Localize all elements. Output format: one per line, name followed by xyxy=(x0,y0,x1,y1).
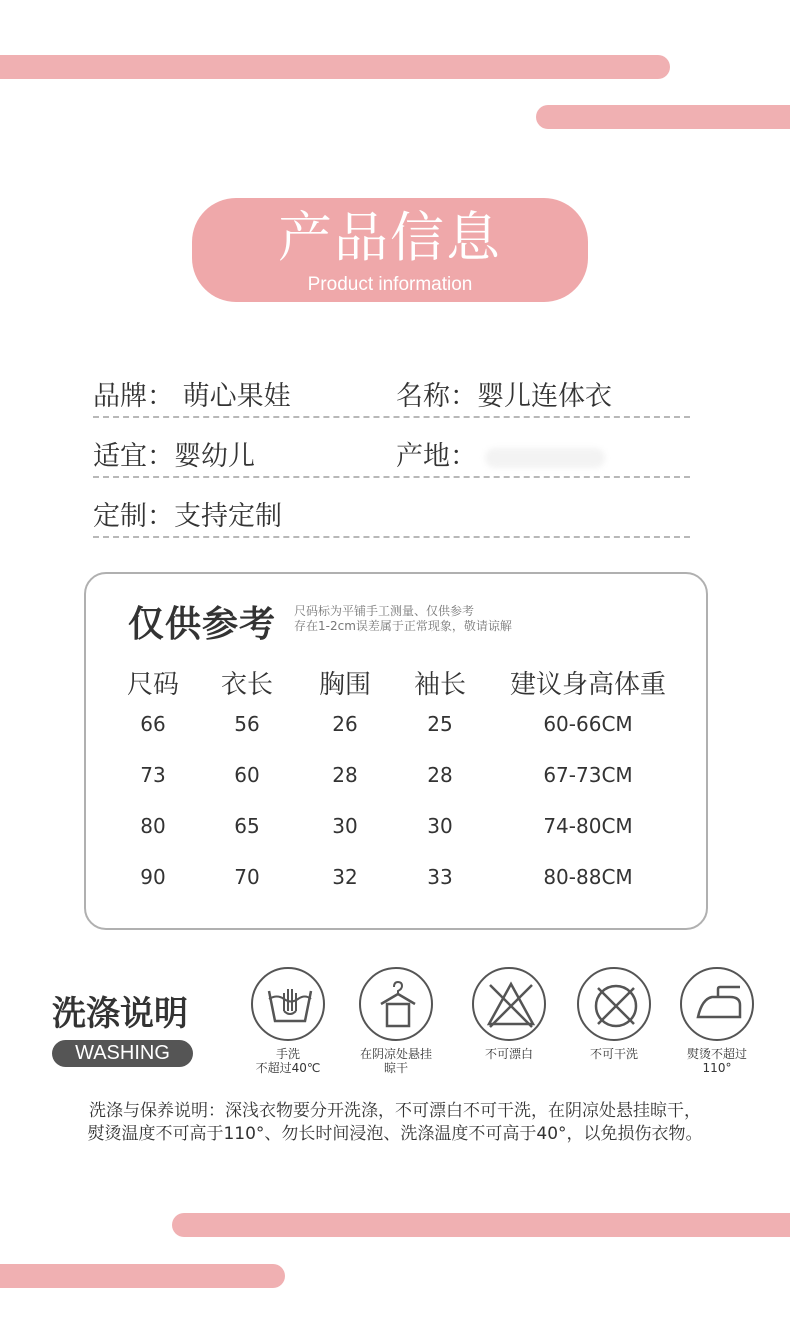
no-bleach-icon xyxy=(472,967,546,1041)
care-description xyxy=(30,1100,760,1146)
cell-size: 66 xyxy=(140,712,166,736)
no-bleach-label: 不可漂白 xyxy=(484,1047,533,1061)
table-row xyxy=(86,814,706,865)
cell-sleeve: 25 xyxy=(427,712,453,736)
care-item-no-bleach xyxy=(454,967,564,1061)
header-sleeve: 袖长 xyxy=(413,670,466,700)
cell-length: 70 xyxy=(234,865,260,889)
custom-field: 定制：支持定制 xyxy=(93,501,282,532)
blurred-origin-value xyxy=(485,448,605,468)
cell-height: 60-66CM xyxy=(543,712,633,736)
decor-stripe-top-left xyxy=(0,55,670,79)
origin-label: 产地： xyxy=(396,441,477,472)
care-desc-line1: 洗涤与保养说明：深浅衣物要分开洗涤，不可漂白不可干洗，在阴凉处悬挂晾干， xyxy=(89,1101,701,1121)
cell-length: 60 xyxy=(234,763,260,787)
hang-dry-icon xyxy=(359,967,433,1041)
care-item-iron xyxy=(662,967,772,1075)
brand-field: 品牌： 萌心果娃 xyxy=(93,381,291,412)
cell-size: 90 xyxy=(140,865,166,889)
size-chart-title: 仅供参考 xyxy=(128,604,277,645)
info-row-suitable-origin xyxy=(93,420,690,478)
header-size: 尺码 xyxy=(126,670,179,700)
size-note-line2: 存在1-2cm误差属于正常现象，敬请谅解 xyxy=(294,619,512,633)
suitable-field: 适宜：婴幼儿 xyxy=(93,441,255,472)
hand-wash-icon xyxy=(251,967,325,1041)
name-field: 名称：婴儿连体衣 xyxy=(396,381,612,412)
cell-sleeve: 30 xyxy=(427,814,453,838)
product-info-banner xyxy=(192,198,588,302)
hand-wash-label-1: 手洗 xyxy=(275,1047,300,1061)
iron-label-2: 110° xyxy=(702,1061,732,1075)
hang-dry-label-1: 在阴凉处悬挂 xyxy=(359,1047,432,1061)
cell-chest: 30 xyxy=(332,814,358,838)
size-table xyxy=(86,664,706,916)
decor-stripe-bottom-left xyxy=(0,1264,285,1288)
washing-title: 洗涤说明 xyxy=(52,994,188,1034)
care-item-hang-dry xyxy=(341,967,451,1075)
size-table-header xyxy=(86,664,706,712)
iron-label-1: 熨烫不超过 xyxy=(686,1047,747,1061)
size-note-line1: 尺码标为平铺手工测量、仅供参考 xyxy=(294,604,475,618)
cell-length: 56 xyxy=(234,712,260,736)
table-row xyxy=(86,712,706,763)
banner-title-en: Product information xyxy=(307,274,473,295)
cell-height: 67-73CM xyxy=(543,763,633,787)
care-desc-line2: 熨烫温度不可高于110°、勿长时间浸泡、洗涤温度不可高于40°，以免损伤衣物。 xyxy=(87,1124,703,1144)
cell-size: 73 xyxy=(140,763,166,787)
cell-sleeve: 33 xyxy=(427,865,453,889)
size-chart-box xyxy=(84,572,708,930)
table-row xyxy=(86,763,706,814)
header-chest: 胸围 xyxy=(318,670,371,700)
info-row-brand-name xyxy=(93,360,690,418)
header-length: 衣长 xyxy=(220,670,273,700)
origin-field xyxy=(396,434,605,473)
cell-size: 80 xyxy=(140,814,166,838)
decor-stripe-top-right xyxy=(536,105,790,129)
info-row-custom xyxy=(93,480,690,538)
hand-wash-label-2: 不超过40℃ xyxy=(255,1061,321,1075)
header-height: 建议身高体重 xyxy=(509,670,666,700)
cell-height: 80-88CM xyxy=(543,865,633,889)
hang-dry-label-2: 晾干 xyxy=(383,1061,408,1075)
table-row xyxy=(86,865,706,916)
cell-chest: 26 xyxy=(332,712,358,736)
washing-badge: WASHING xyxy=(52,1040,193,1067)
cell-chest: 32 xyxy=(332,865,358,889)
banner-title-cn: 产品信息 xyxy=(278,206,502,269)
no-dry-clean-icon xyxy=(577,967,651,1041)
cell-sleeve: 28 xyxy=(427,763,453,787)
cell-height: 74-80CM xyxy=(543,814,633,838)
iron-icon xyxy=(680,967,754,1041)
size-chart-note xyxy=(294,604,512,634)
decor-stripe-bottom-right xyxy=(172,1213,790,1237)
cell-length: 65 xyxy=(234,814,260,838)
no-dry-clean-label: 不可干洗 xyxy=(589,1047,638,1061)
care-item-hand-wash xyxy=(233,967,343,1075)
care-item-no-dry-clean xyxy=(559,967,669,1061)
cell-chest: 28 xyxy=(332,763,358,787)
